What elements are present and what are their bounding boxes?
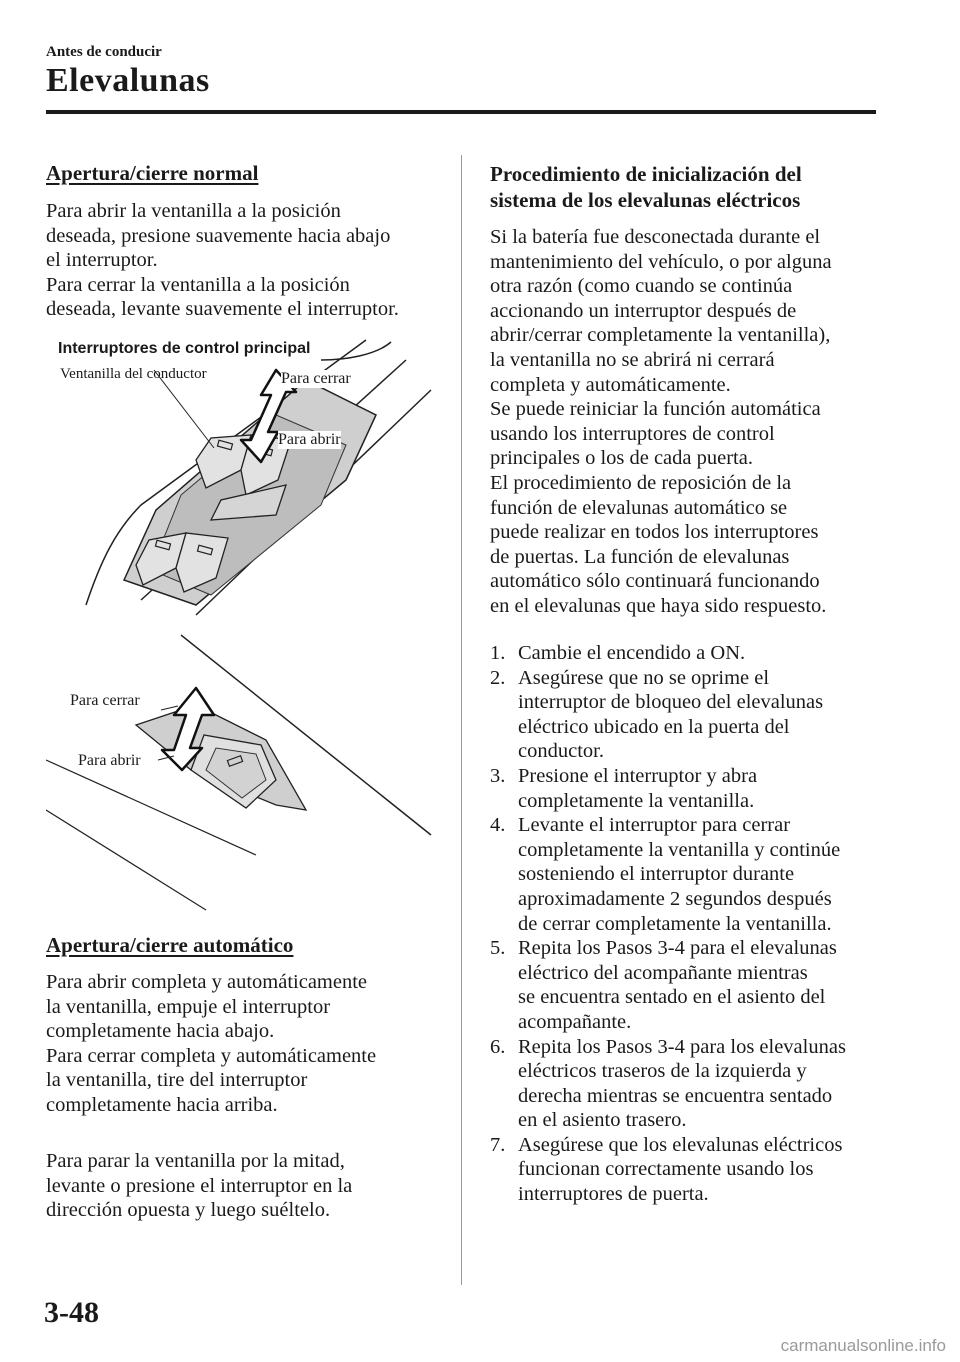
title-rule (46, 110, 876, 114)
step-item (490, 666, 890, 764)
text-line: mantenimiento del vehículo, o por alguna (490, 250, 832, 273)
text-line: Para parar la ventanilla por la mitad, (46, 1150, 345, 1172)
text-line: derecha mientras se encuentra sentado (518, 1084, 833, 1107)
step-item (490, 764, 890, 813)
text-line: completamente hacia abajo. (46, 1020, 275, 1043)
text-line: eléctrico ubicado en la puerta del (518, 715, 790, 738)
text-line: conductor. (518, 740, 604, 763)
text-line: Asegúrese que no se oprime el (518, 666, 770, 689)
step-item (490, 641, 890, 666)
page-number: 3-48 (44, 1296, 99, 1329)
text-line: completa y automáticamente. (490, 373, 731, 396)
section-label: Antes de conducir (46, 44, 162, 60)
text-line: interruptor de bloqueo del elevalunas (518, 691, 824, 714)
door-switch-diagram (46, 630, 446, 920)
text-line: abrir/cerrar completamente la ventanilla), (490, 324, 831, 347)
page-title: Elevalunas (46, 62, 210, 99)
text-line: otra razón (como cuando se continúa (490, 275, 793, 298)
text-line: completamente hacia arriba. (46, 1093, 278, 1116)
text-line: funcionan correctamente usando los (518, 1158, 814, 1181)
main-switch-label: Interruptores de control principal (58, 340, 311, 357)
text-line: interruptores de puerta. (518, 1183, 709, 1206)
text-line: en el asiento trasero. (518, 1109, 687, 1132)
text-line: usando los interruptores de control (490, 422, 775, 445)
text-line: dirección opuesta y luego suéltelo. (46, 1199, 331, 1222)
text-line: completamente la ventanilla y continúe (518, 838, 841, 861)
step-item (490, 1133, 890, 1207)
step-number: 4. (490, 814, 506, 837)
text-line: Si la batería fue desconectada durante el (490, 226, 821, 248)
stop-paragraph (46, 1149, 451, 1223)
text-line: deseada, levante suavemente el interruptor. (46, 298, 399, 321)
open-label: Para abrir (278, 431, 341, 448)
column-divider (461, 155, 462, 1285)
text-line: Repita los Pasos 3-4 para el elevalunas (518, 937, 837, 960)
text-line: Presione el interruptor y abra (518, 764, 758, 787)
text-line: Asegúrese que los elevalunas eléctricos (518, 1133, 843, 1156)
auto-heading: Apertura/cierre automático (46, 933, 294, 957)
text-line: función de elevalunas automático se (490, 496, 788, 519)
text-line: la ventanilla no se abrirá ni cerrará (490, 348, 775, 371)
normal-paragraph (46, 199, 451, 322)
watermark[interactable]: carmanualsonline.info (780, 1336, 946, 1355)
text-line: Para abrir la ventanilla a la posición (46, 200, 341, 222)
text-line: sosteniendo el interruptor durante (518, 863, 795, 886)
text-line: Para abrir completa y automáticamente (46, 971, 368, 993)
heading-line: sistema de los elevalunas eléctricos (490, 188, 801, 212)
step-number: 7. (490, 1133, 506, 1156)
step-item (490, 936, 890, 1034)
text-line: aproximadamente 2 segundos después (518, 887, 832, 910)
step-number: 5. (490, 937, 506, 960)
text-line: la ventanilla, empuje el interruptor (46, 995, 331, 1018)
heading-line: Procedimiento de inicialización del (490, 162, 802, 186)
text-line: deseada, presione suavemente hacia abajo (46, 224, 391, 247)
text-line: levante o presione el interruptor en la (46, 1174, 353, 1197)
text-line: El procedimiento de reposición de la (490, 471, 792, 494)
text-line: Para cerrar completa y automáticamente (46, 1044, 377, 1067)
text-line: acompañante. (518, 1010, 632, 1033)
close-label: Para cerrar (281, 370, 351, 387)
step-number: 3. (490, 764, 506, 787)
text-line: en el elevalunas que haya sido respuesto. (490, 594, 827, 617)
text-line: completamente la ventanilla. (518, 789, 755, 812)
normal-heading: Apertura/cierre normal (46, 161, 259, 185)
main-switch-diagram (46, 330, 446, 620)
text-line: principales o los de cada puerta. (490, 447, 753, 470)
text-line: puede realizar en todos los interruptores (490, 521, 819, 544)
step-item (490, 1035, 890, 1133)
step-number: 6. (490, 1035, 506, 1058)
text-line: accionando un interruptor después de (490, 299, 797, 322)
text-line: el interruptor. (46, 249, 158, 272)
driver-window-label: Ventanilla del conductor (60, 366, 207, 382)
text-line: Levante el interruptor para cerrar (518, 814, 791, 837)
text-line: la ventanilla, tire del interruptor (46, 1069, 308, 1092)
init-heading (490, 161, 890, 213)
text-line: Cambie el encendido a ON. (518, 642, 746, 664)
text-line: se encuentra sentado en el asiento del (518, 986, 826, 1009)
text-line: automático sólo continuará funcionando (490, 570, 820, 593)
step-number: 1. (490, 642, 506, 664)
text-line: Para cerrar la ventanilla a la posición (46, 273, 350, 296)
text-line: de puertas. La función de elevalunas (490, 545, 790, 568)
text-line: eléctricos traseros de la izquierda y (518, 1060, 807, 1083)
step-item (490, 813, 890, 936)
text-line: eléctrico del acompañante mientras (518, 961, 808, 984)
init-intro (490, 225, 890, 619)
auto-paragraph (46, 970, 451, 1118)
text-line: de cerrar completamente la ventanilla. (518, 912, 832, 935)
text-line: Se puede reiniciar la función automática (490, 398, 821, 421)
open-label: Para abrir (78, 752, 141, 769)
step-number: 2. (490, 666, 506, 689)
text-line: Repita los Pasos 3-4 para los elevalunas (518, 1035, 846, 1058)
close-label: Para cerrar (70, 692, 140, 709)
steps-list (490, 641, 890, 1207)
